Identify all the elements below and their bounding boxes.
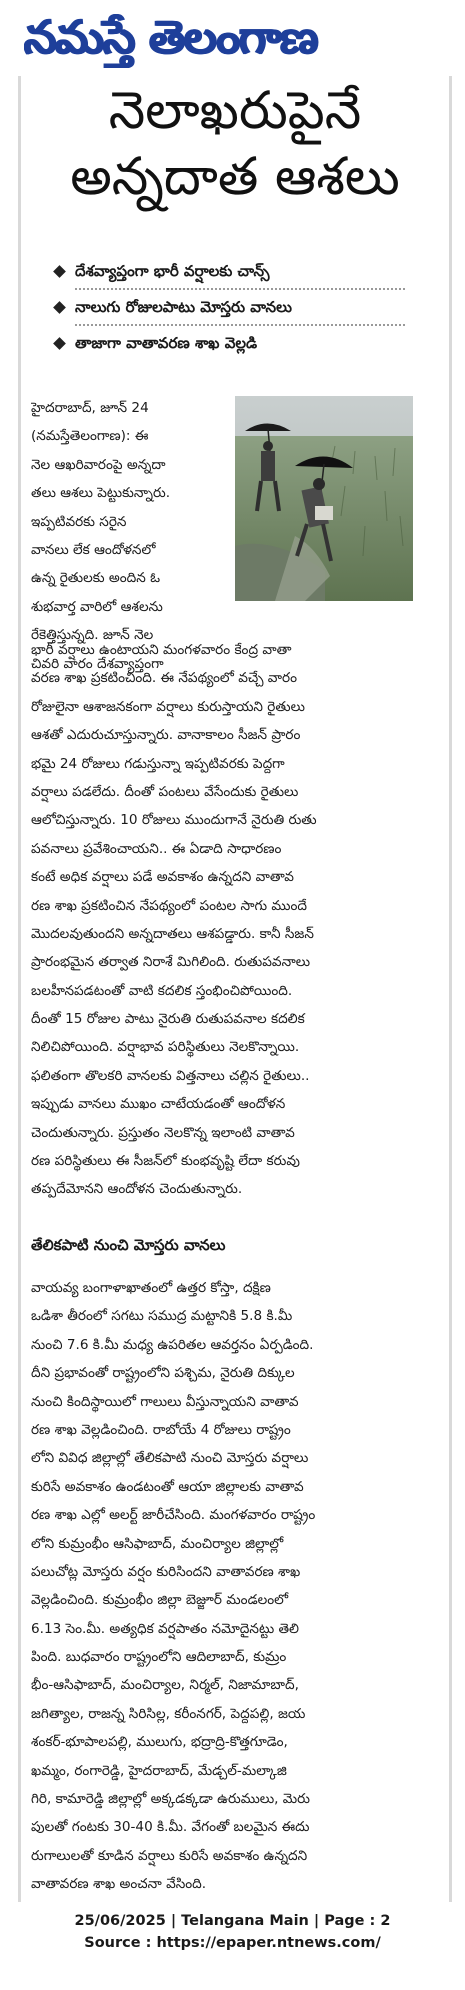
diamond-bullet-icon [53, 265, 66, 278]
masthead-logo: నమస్తే తెలంగాణ [24, 10, 318, 64]
article-body: భారీ వర్షాలు ఉంటాయని మంగళవారం కేంద్ర వాతా వరణ శాఖ ప్రకటించింది. ఈ నేపథ్యంలో వచ్చే వారం రోజులైనా ఆశాజనకంగా వర్షాలు కురుస్తాయని రైతులు ఆశతో ఎదురుచూస్తున్నారు. వానాకాలం సీజన్ ప్రారం భమై 24 రోజులు గడుస్తున్నా ఇప్పటివరకు పెద్దగా వర్షాలు పడలేదు. దీంతో పంటలు వేసేందుకు రైతులు ఆలోచిస్తున్నారు. 10 రోజులు ముందుగానే నైరుతి రుతు పవనాలు ప్రవేశించాయని.. ఈ ఏడాది సాధారణం కంటే అధిక వర్షాలు పడే అవకాశం ఉన్నదని వాతావ రణ శాఖ ప్రకటించిన నేపథ్యంలో పంటల సాగు ముందే మొదలవుతుందని అన్నదాతలు ఆశపడ్డారు. కానీ సీజన్ ప్రారంభమైన తర్వాత నిరాశే మిగిలింది. రుతుపవనాలు బలహీనపడటంతో వాటి కదలిక స్తంభించిపోయింది. దీంతో 15 రోజుల పాటు నైరుతి రుతుపవనాల కదలిక నిలిచిపోయింది. వర్షాభావ పరిస్థితులు నెలకొన్నాయి. ఫలితంగా తొలకరి వానలకు విత్తనాలు చల్లిన రైతులు.. ఇప్పుడు వానలు ముఖం చాటేయడంతో ఆందోళన చెందుతున్నారు. ప్రస్తుతం నెలకొన్న ఇలాంటి వాతావ రణ పరిస్థితులు ఈ సీజన్‌లో కుంభవృష్టి లేదా కరువు తప్పదేమోనని ఆందోళన చెందుతున్నారు. [31, 642, 317, 1198]
diamond-bullet-icon [53, 301, 66, 314]
bullet-item: నాలుగు రోజులపాటు మోస్తరు వానలు [55, 290, 435, 324]
edition-info: 25/06/2025 | Telangana Main | Page : 2 [74, 1913, 391, 1929]
article-body-continued: వాయవ్య బంగాళాఖాతంలో ఉత్తర కోస్తా, దక్షిణ ఒడిశా తీరంలో సగటు సముద్ర మట్టానికి 5.8 కి.మీ నుంచి 7.6 కి.మీ మధ్య ఉపరితల ఆవర్తనం ఏర్పడింది. దీని ప్రభావంతో రాష్ట్రంలోని పశ్చిమ, నైరుతి దిక్కుల నుంచి కిందిస్థాయిలో గాలులు వీస్తున్నాయని వాతావ రణ శాఖ వెల్లడించింది. రాబోయే 4 రోజులు రాష్ట్రం లోని వివిధ జిల్లాల్లో తేలికపాటి నుంచి మోస్తరు వర్షాలు కురిసే అవకాశం ఉండటంతో ఆయా జిల్లాలకు వాతావ రణ శాఖ ఎల్లో అలర్ట్ జారీచేసింది. మంగళవారం రాష్ట్రం లోని కుమ్రంభీం ఆసిఫాబాద్, మంచిర్యాల జిల్లాల్లో పలుచోట్ల మోస్తరు వర్షం కురిసిందని వాతావరణ శాఖ వెల్లడించింది. కుమ్రంభీం జిల్లా బెజ్జూర్ మండలంలో 6.13 సెం.మీ. అత్యధిక వర్షపాతం నమోదైనట్టు తెలి పింది. బుధవారం రాష్ట్రంలోని ఆదిలాబాద్, కుమ్రం భీం-ఆసిఫాబాద్, మంచిర్యాల, నిర్మల్, నిజామాబాద్, జగిత్యాల, రాజన్న సిరిసిల్ల, కరీంనగర్, పెద్దపల్లి, జయ శంకర్-భూపాలపల్లి, ములుగు, భద్రాద్రి-కొత్తగూడెం, ఖమ్మం, రంగారెడ్డి, హైదరాబాద్, మేడ్చల్-మల్కాజి గిరి, కామారెడ్డి జిల్లాల్లో అక్కడక్కడా ఉరుములు, మెరు పులతో గంటకు 30-40 కి.మీ. వేగంతో బలమైన ఈదు రుగాలులతో కూడిన వర్షాలు కురిసే అవకాశం ఉన్నదని వాతావరణ శాఖ అంచనా వేసింది. [31, 1280, 316, 1893]
lead-column: హైదరాబాద్, జూన్ 24 (నమస్తేతెలంగాణ): ఈ నెల ఆఖరివారంపై అన్నదా తలు ఆశలు పెట్టుకున్నారు. ఇప్పటివరకు సరైన వానలు లేక ఆందోళనలో ఉన్న రైతులకు అందిన ఓ శుభవార్త వారిలో ఆశలను రేకెత్తిస్తున్నది. జూన్ నెల చివరి వారం దేశవ్యాప్తంగా [31, 400, 171, 672]
highlight-bullets [55, 254, 435, 360]
news-photo-farmers-umbrellas [235, 396, 413, 601]
diamond-bullet-icon [53, 337, 66, 350]
article-clipping [18, 76, 452, 1902]
section-subheading: తేలికపాటి నుంచి మోస్తరు వానలు [31, 1236, 226, 1254]
headline-line-1: నెలాఖరుపైనే [108, 81, 362, 141]
bullet-item: తాజాగా వాతావరణ శాఖ వెల్లడి [55, 326, 435, 360]
headline-line-2: అన్నదాత ఆశలు [70, 147, 400, 207]
bullet-item: దేశవ్యాప్తంగా భారీ వర్షాలకు చాన్స్ [55, 254, 435, 288]
source-link[interactable]: Source : https://epaper.ntnews.com/ [84, 1935, 381, 1951]
page-footer [0, 1910, 465, 1954]
